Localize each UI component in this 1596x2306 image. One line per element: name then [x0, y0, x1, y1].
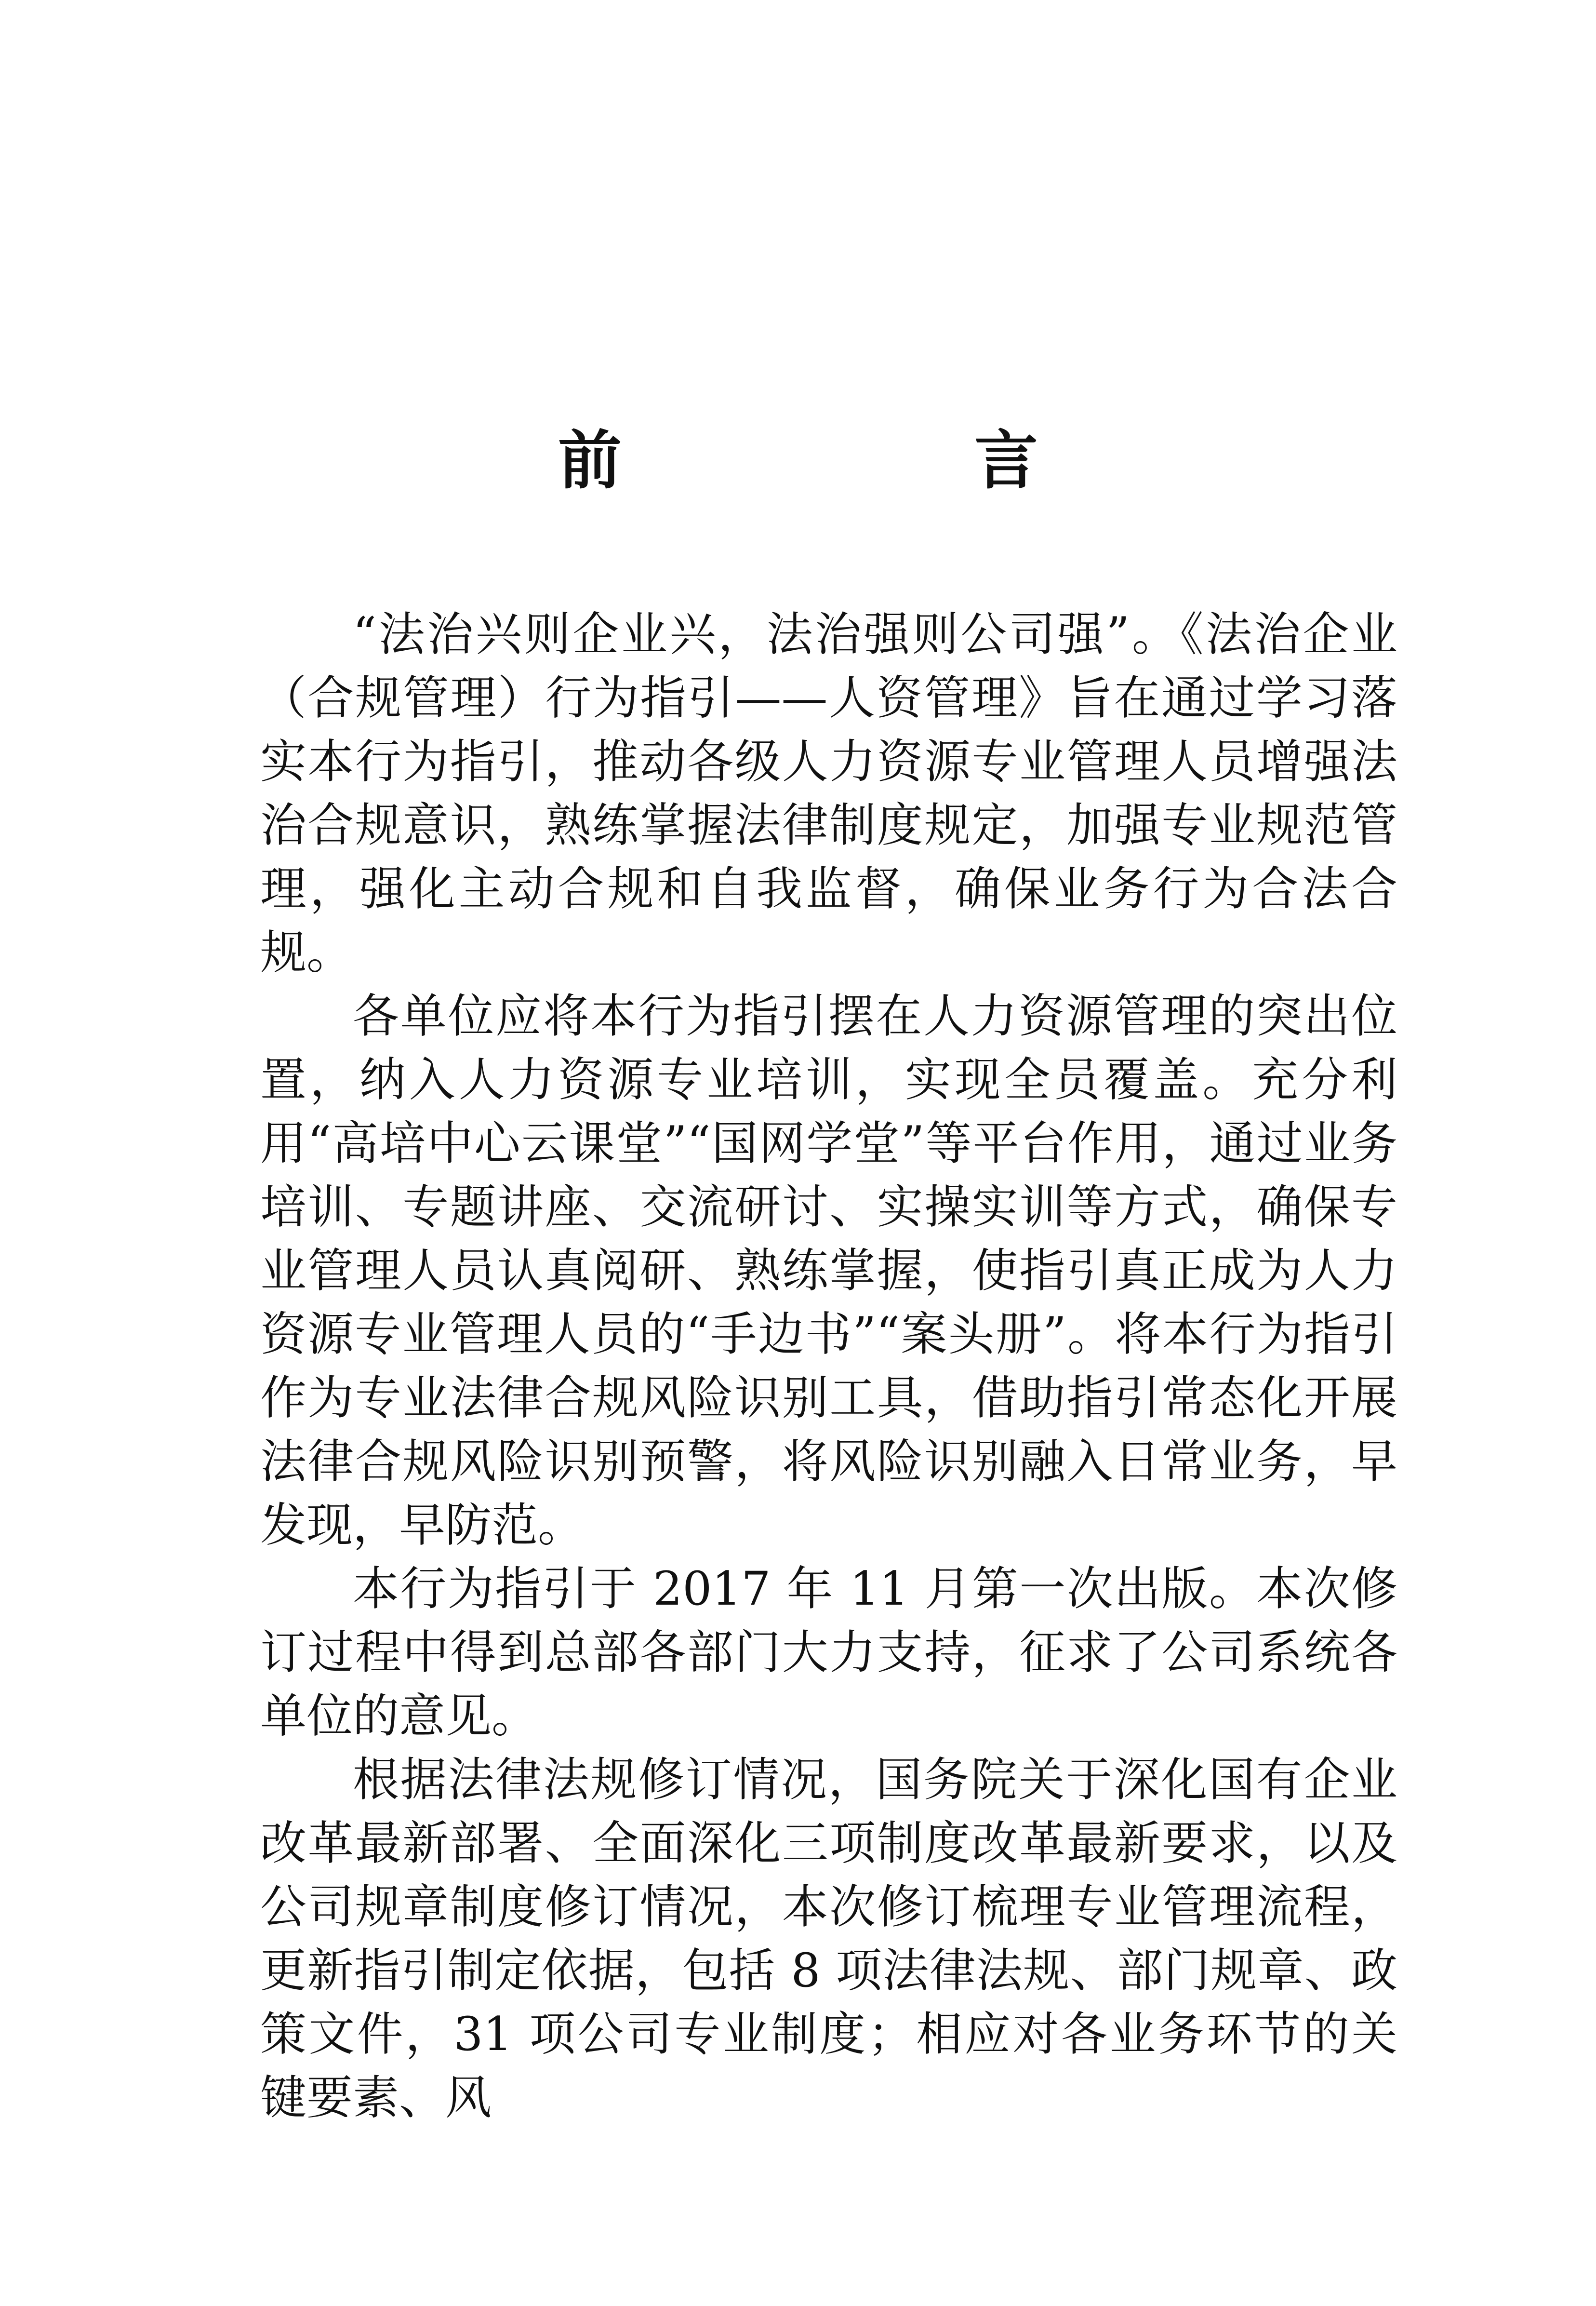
- paragraph-1: “法治兴则企业兴，法治强则公司强”。《法治企业（合规管理）行为指引——人资管理》旨在通过学习落实本行为指引，推动各级人力资源专业管理人员增强法治合规意识，熟练掌握法律制度规定，加强专业规范管理，强化主动合规和自我监督，确保业务行为合法合规。: [260, 607, 1397, 979]
- paragraph-4: 根据法律法规修订情况，国务院关于深化国有企业改革最新部署、全面深化三项制度改革最新要求，以及公司规章制度修订情况，本次修订梳理专业管理流程，更新指引制定依据，包括 8 项法律法规、部门规章、政策文件，31 项公司专业制度；相应对各业务环节的关键要素、风: [260, 1753, 1397, 2125]
- paragraph-3: 本行为指引于 2017 年 11 月第一次出版。本次修订过程中得到总部各部门大力支持，征求了公司系统各单位的意见。: [260, 1562, 1397, 1743]
- paragraph-2: 各单位应将本行为指引摆在人力资源管理的突出位置，纳入人力资源专业培训，实现全员覆盖。充分利用“高培中心云课堂”“国网学堂”等平台作用，通过业务培训、专题讲座、交流研讨、实操实训等方式，确保专业管理人员认真阅研、熟练掌握，使指引真正成为人力资源专业管理人员的“手边书”“案头册”。将本行为指引作为专业法律合规风险识别工具，借助指引常态化开展法律合规风险识别预警，将风险识别融入日常业务，早发现，早防范。: [260, 989, 1397, 1552]
- body-text: [260, 603, 1397, 2130]
- page-title: 前 言: [558, 423, 1183, 498]
